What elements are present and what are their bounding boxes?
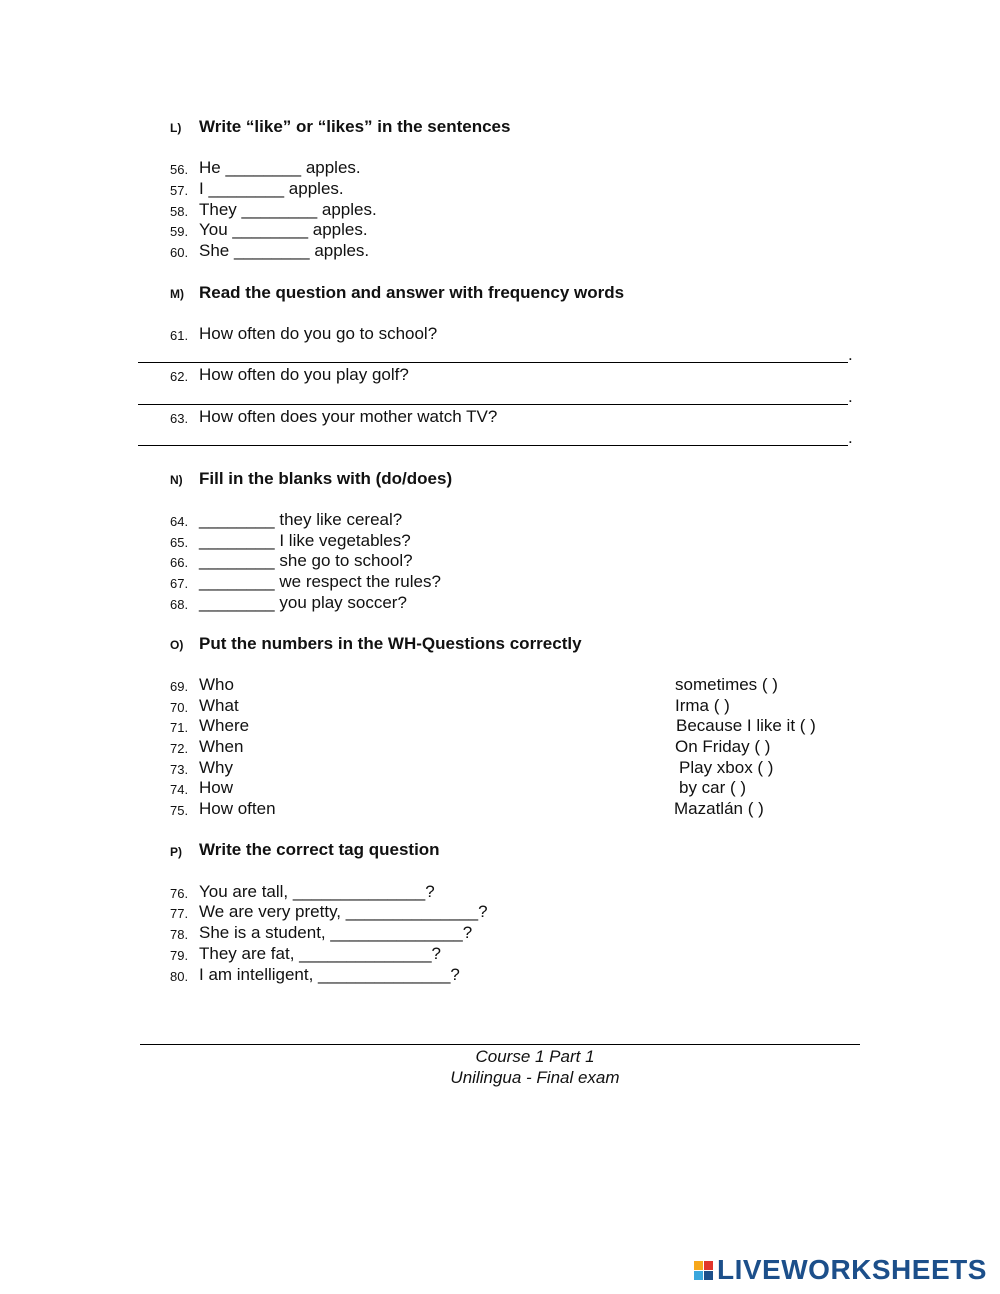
item-text: ________ we respect the rules?: [199, 572, 441, 591]
item-number: 58.: [170, 204, 189, 219]
item-number: 57.: [170, 183, 189, 198]
item-number: 76.: [170, 886, 189, 901]
liveworksheets-logo[interactable]: [694, 1255, 987, 1285]
item-number: 62.: [170, 369, 189, 384]
footer-course: Course 1 Part 1: [475, 1047, 595, 1066]
item-number: 71.: [170, 720, 189, 735]
item-number: 64.: [170, 514, 189, 529]
item-number: 74.: [170, 782, 189, 797]
item-number: 68.: [170, 597, 189, 612]
item-number: 65.: [170, 535, 189, 550]
liveworksheets-logo-icon: [694, 1261, 713, 1280]
answer-line[interactable]: [138, 362, 848, 363]
answer-line[interactable]: [138, 445, 848, 446]
item-text: ________ you play soccer?: [199, 593, 407, 612]
item-number: 78.: [170, 927, 189, 942]
section-label-l: L): [170, 121, 182, 135]
item-text: How: [199, 778, 234, 797]
item-text: How often does your mother watch TV?: [199, 407, 498, 426]
logo-block: [694, 1261, 703, 1270]
item-number: 67.: [170, 576, 189, 591]
item-text: Where: [199, 716, 250, 735]
answer-period: .: [848, 345, 853, 364]
section-title-l: Write “like” or “likes” in the sentences: [199, 117, 511, 136]
answer-line[interactable]: [138, 404, 848, 405]
section-title-p: Write the correct tag question: [199, 840, 440, 859]
match-answer: Because I like it ( ): [676, 716, 816, 735]
item-text: ________ she go to school?: [199, 551, 413, 570]
item-number: 73.: [170, 762, 189, 777]
logo-block: [694, 1271, 703, 1280]
item-number: 63.: [170, 411, 189, 426]
item-text: Who: [199, 675, 234, 694]
answer-period: .: [848, 387, 853, 406]
section-label-m: M): [170, 287, 184, 301]
section-title-o: Put the numbers in the WH-Questions correctly: [199, 634, 582, 653]
item-number: 79.: [170, 948, 189, 963]
item-text: How often do you go to school?: [199, 324, 438, 343]
logo-block: [704, 1271, 713, 1280]
item-text: You ________ apples.: [199, 220, 368, 239]
logo-text: LIVEWORKSHEETS: [717, 1254, 987, 1285]
answer-period: .: [848, 428, 853, 447]
footer-divider: [140, 1044, 860, 1045]
item-text: I ________ apples.: [199, 179, 344, 198]
item-number: 66.: [170, 555, 189, 570]
item-text: They ________ apples.: [199, 200, 377, 219]
section-title-n: Fill in the blanks with (do/does): [199, 469, 453, 488]
item-text: ________ they like cereal?: [199, 510, 403, 529]
item-number: 69.: [170, 679, 189, 694]
item-text: We are very pretty, ______________?: [199, 902, 488, 921]
item-text: She ________ apples.: [199, 241, 370, 260]
match-answer: Mazatlán ( ): [674, 799, 764, 818]
item-number: 80.: [170, 969, 189, 984]
item-text: When: [199, 737, 244, 756]
item-number: 72.: [170, 741, 189, 756]
item-text: He ________ apples.: [199, 158, 361, 177]
item-text: She is a student, ______________?: [199, 923, 473, 942]
match-answer: On Friday ( ): [675, 737, 771, 756]
item-text: ________ I like vegetables?: [199, 531, 411, 550]
item-text: How often: [199, 799, 276, 818]
logo-block: [704, 1261, 713, 1270]
item-number: 60.: [170, 245, 189, 260]
match-answer: Play xbox ( ): [679, 758, 774, 777]
item-number: 59.: [170, 224, 189, 239]
item-number: 56.: [170, 162, 189, 177]
match-answer: Irma ( ): [675, 696, 730, 715]
section-label-n: N): [170, 473, 183, 487]
match-answer: sometimes ( ): [675, 675, 778, 694]
section-label-p: P): [170, 845, 182, 859]
item-text: You are tall, ______________?: [199, 882, 435, 901]
item-text: Why: [199, 758, 233, 777]
footer-exam: Unilingua - Final exam: [450, 1068, 620, 1087]
item-number: 77.: [170, 906, 189, 921]
item-number: 61.: [170, 328, 189, 343]
item-text: They are fat, ______________?: [199, 944, 441, 963]
section-label-o: O): [170, 638, 184, 652]
section-title-m: Read the question and answer with frequency words: [199, 283, 625, 302]
item-number: 70.: [170, 700, 189, 715]
item-text: I am intelligent, ______________?: [199, 965, 460, 984]
item-text: What: [199, 696, 239, 715]
item-number: 75.: [170, 803, 189, 818]
match-answer: by car ( ): [679, 778, 747, 797]
item-text: How often do you play golf?: [199, 365, 409, 384]
